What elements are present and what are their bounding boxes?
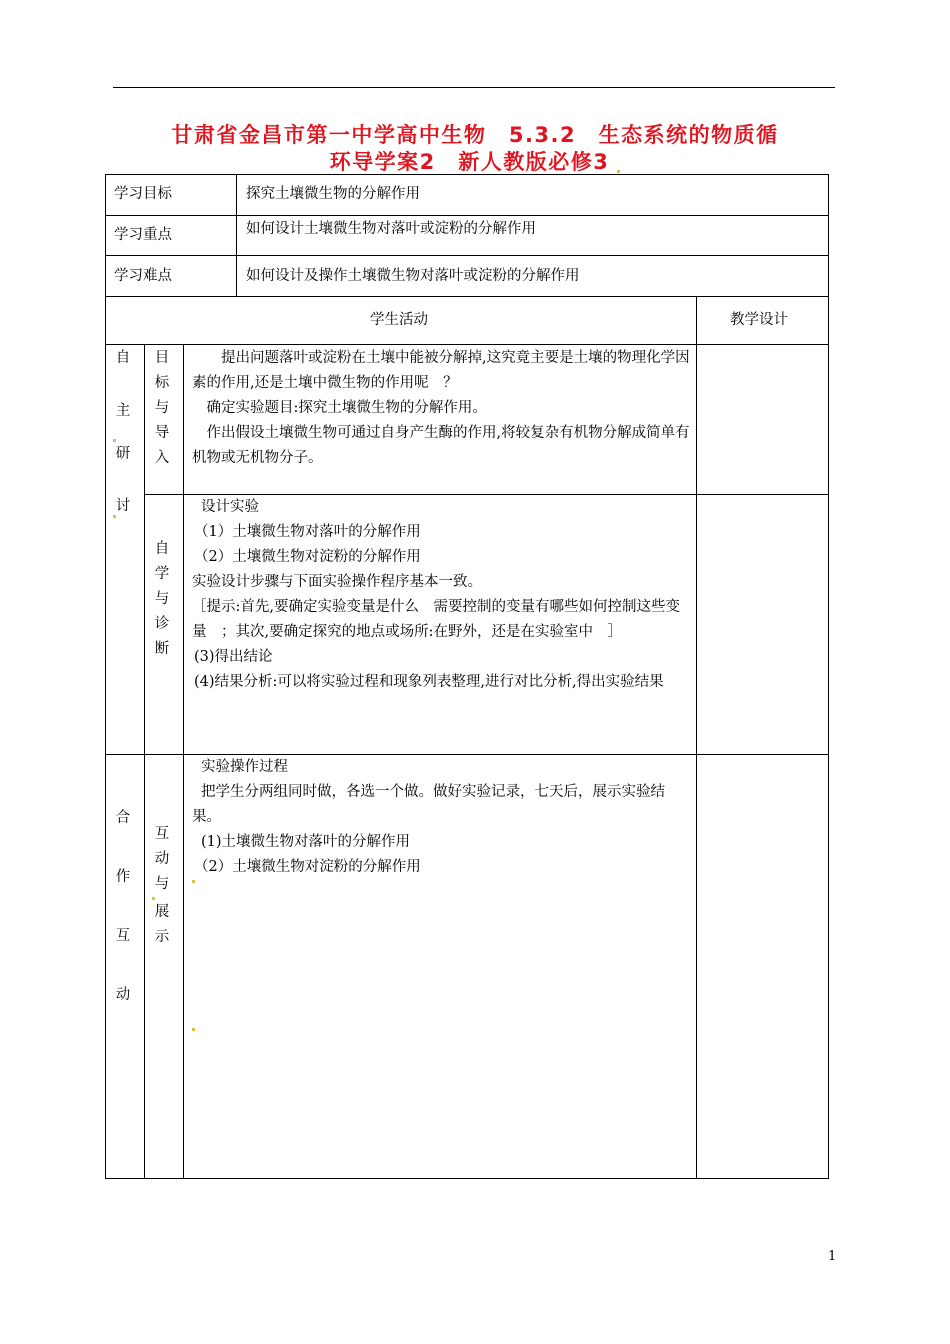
header-rule bbox=[113, 87, 835, 88]
table-bottom-border bbox=[105, 1178, 829, 1179]
label-learning-goal: 学习目标 bbox=[114, 186, 172, 202]
label-learning-difficulty: 学习难点 bbox=[114, 268, 172, 284]
goal-intro-content: 提出问题落叶或淀粉在土壤中能被分解掉,这究竟主要是土壤的物理化学因素的作用,还是土壤中微生物的作用呢 ？ 确定实验题目:探究土壤微生物的分解作用。 作出假设土壤微生物可通过自身产生酶的作用,将较复杂有机物分解成简单有机物或无机物分子。 bbox=[192, 350, 690, 466]
sub-label-self-learning: 自 学 与 诊 断 bbox=[154, 541, 170, 657]
column-divider bbox=[183, 344, 184, 1178]
interaction-content: 实验操作过程 把学生分两组同时做，各选一个做。做好实验记录，七天后，展示实验结果。 (1)土壤微生物对落叶的分解作用 （2）土壤微生物对淀粉的分解作用 bbox=[192, 759, 665, 875]
value-learning-goal: 探究土壤微生物的分解作用 bbox=[246, 186, 420, 202]
mark-dot bbox=[113, 515, 116, 518]
sub-label-goal-intro: 目 标 与 导 入 bbox=[154, 350, 170, 466]
value-learning-difficulty: 如何设计及操作土壤微生物对落叶或淀粉的分解作用 bbox=[246, 268, 580, 284]
section-label-cooperation: 合 作 互 动 bbox=[115, 810, 131, 1003]
page-number: 1 bbox=[828, 1249, 837, 1264]
document-title bbox=[105, 122, 845, 176]
label-learning-focus: 学习重点 bbox=[114, 227, 172, 243]
table-top-border bbox=[105, 174, 828, 175]
title-line-1: 甘肃省金昌市第一中学高中生物 5.3.2 生态系统的物质循 bbox=[171, 123, 779, 147]
row-divider bbox=[105, 215, 828, 216]
title-line-2: 环导学案2 新人教版必修3 bbox=[329, 150, 610, 174]
mark-dot bbox=[192, 880, 195, 883]
table-left-border bbox=[105, 174, 106, 1179]
value-learning-focus: 如何设计土壤微生物对落叶或淀粉的分解作用 bbox=[246, 221, 536, 237]
section-label-self-study: 自 主 研 讨 bbox=[113, 346, 133, 518]
mark-dot bbox=[617, 170, 620, 173]
row-divider bbox=[105, 255, 828, 256]
mark-dot bbox=[192, 1028, 195, 1031]
column-header-activity: 学生活动 bbox=[370, 312, 428, 328]
row-divider bbox=[105, 344, 828, 345]
column-divider bbox=[144, 344, 145, 1178]
sub-label-interaction: 互 动 与 展 示 bbox=[152, 822, 172, 950]
self-learning-content: 设计实验 （1）土壤微生物对落叶的分解作用 （2）土壤微生物对淀粉的分解作用 实验设计步骤与下面实验操作程序基本一致。 ［提示:首先,要确定实验变量是什么 需要控制的变量有哪些如何控制这些变量 ；其次,要确定探究的地点或场所:在野外，还是在实验室中 ］ (3)得出结论 (4)结果分析:可以将实验过程和现象列表整理,进行对比分析,得出实验结果 bbox=[192, 499, 680, 690]
column-divider bbox=[236, 174, 237, 296]
table-right-border bbox=[828, 174, 829, 1179]
row-divider bbox=[105, 296, 828, 297]
column-divider bbox=[696, 296, 697, 1178]
column-header-design: 教学设计 bbox=[730, 312, 788, 328]
